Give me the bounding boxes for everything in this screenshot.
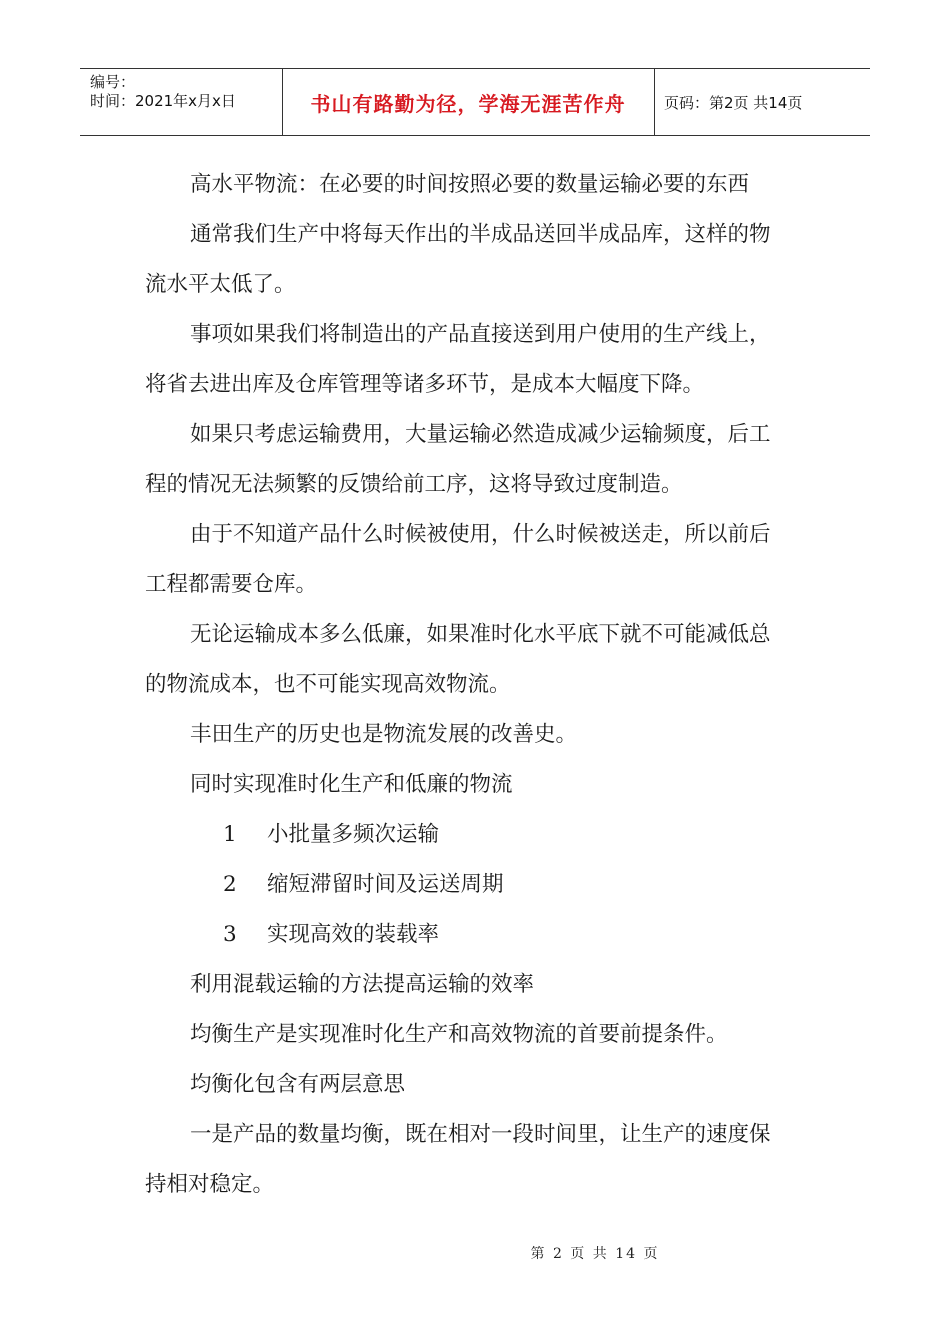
list-item <box>145 910 810 960</box>
paragraph: 如果只考虑运输费用，大量运输必然造成减少运输频度，后工 <box>190 422 771 447</box>
list-text: 小批量多频次运输 <box>267 822 440 847</box>
header-motto: 书山有路勤为径，学海无涯苦作舟 <box>310 91 626 116</box>
paragraph: 通常我们生产中将每天作出的半成品送回半成品库，这样的物 <box>190 222 771 247</box>
paragraph-continuation: 程的情况无法频繁的反馈给前工序，这将导致过度制造。 <box>145 472 683 497</box>
paragraph-continuation: 流水平太低了。 <box>145 272 296 297</box>
paragraph: 同时实现准时化生产和低廉的物流 <box>190 772 513 797</box>
list-item <box>145 860 810 910</box>
document-date: 时间：2021年x月x日 <box>90 92 236 110</box>
paragraph-continuation: 的物流成本，也不可能实现高效物流。 <box>145 672 511 697</box>
page-footer: 第 2 页 共 14 页 <box>530 1246 660 1262</box>
list-item <box>145 810 810 860</box>
paragraph: 一是产品的数量均衡，既在相对一段时间里，让生产的速度保 <box>190 1122 771 1147</box>
paragraph-continuation: 持相对稳定。 <box>145 1172 275 1197</box>
paragraph: 由于不知道产品什么时候被使用，什么时候被送走，所以前后 <box>190 522 771 547</box>
list-number: 2 <box>223 872 237 897</box>
paragraph-continuation: 工程都需要仓库。 <box>145 572 318 597</box>
page-header <box>80 68 870 136</box>
paragraph: 丰田生产的历史也是物流发展的改善史。 <box>190 722 578 747</box>
paragraph: 无论运输成本多么低廉，如果准时化水平底下就不可能减低总 <box>190 622 771 647</box>
list-number: 3 <box>223 922 237 947</box>
document-body <box>145 160 810 1210</box>
document-number-label: 编号： <box>90 73 136 91</box>
list-number: 1 <box>223 822 237 847</box>
header-divider-right <box>654 69 655 135</box>
paragraph: 均衡生产是实现准时化生产和高效物流的首要前提条件。 <box>190 1022 728 1047</box>
list-text: 缩短滞留时间及运送周期 <box>267 872 504 897</box>
paragraph: 利用混载运输的方法提高运输的效率 <box>190 972 535 997</box>
list-text: 实现高效的装载率 <box>267 922 440 947</box>
paragraph: 高水平物流：在必要的时间按照必要的数量运输必要的东西 <box>190 172 750 197</box>
paragraph: 均衡化包含有两层意思 <box>190 1072 406 1097</box>
paragraph: 事项如果我们将制造出的产品直接送到用户使用的生产线上， <box>190 322 771 347</box>
paragraph-continuation: 将省去进出库及仓库管理等诸多环节，是成本大幅度下降。 <box>145 372 705 397</box>
header-meta <box>90 73 236 111</box>
header-page-info: 页码：第2页 共14页 <box>664 93 803 112</box>
